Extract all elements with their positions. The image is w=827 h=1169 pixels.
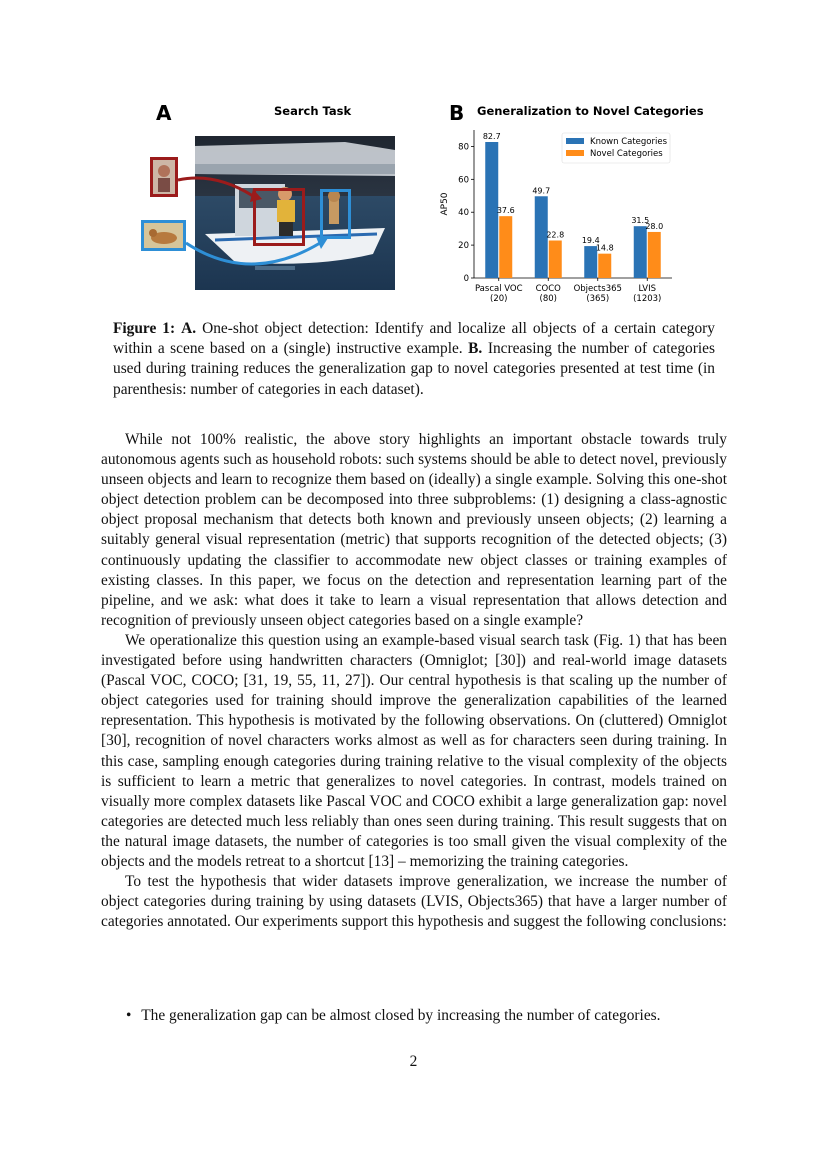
- query-arrows: [0, 0, 827, 330]
- bullet-symbol: •: [126, 1007, 132, 1024]
- paragraph: To test the hypothesis that wider datasets improve generalization, we increase the number of object categories during training by using datasets (LVIS, Objects365) that have a larger number of categories annotated. Our experiments support this hypothesis and suggest the following conclusions:: [101, 873, 727, 931]
- x-tick-label: Pascal VOC: [474, 284, 523, 294]
- paragraph: While not 100% realistic, the above story highlights an important obstacle towards truly autonomous agents such as household robots: such systems should be able to detect novel, previously unseen objects and learn to recognize them based on (ideally) a single example. Solving this one-shot object detection problem can be decomposed into three subproblems: (1) designing a class-agnostic object proposal mechanism that detects both known and previously unseen objects; (2) learning a suitably general visual representation (metric) that supports recognition of the detected objects; (3) continuously updating the classifier to accommodate new object classes or training examples of existing classes. In this paper, we focus on the detection and representation learning part of the pipeline, and we ask: what does it take to learn a visual representation that allows detection and recognition of previously unseen object categories based on a single example?: [101, 431, 727, 629]
- x-tick-label: (80): [539, 294, 557, 304]
- caption-a-text: One-shot object detection: Identify and localize all objects of a certain category within a scene based on a (single) instructive example.: [113, 320, 715, 358]
- y-tick-label: 40: [458, 208, 469, 219]
- caption-b-label: B.: [468, 340, 483, 358]
- person-arrow: [178, 178, 253, 196]
- panel-b-letter: B: [449, 101, 465, 125]
- legend-swatch: [566, 138, 584, 144]
- y-tick-label: 60: [458, 175, 469, 186]
- x-tick-label: (20): [490, 294, 508, 304]
- y-tick-label: 0: [463, 274, 469, 284]
- x-tick-label: Objects365: [573, 284, 622, 294]
- bar-value-label: 22.8: [546, 230, 565, 240]
- person-arrowhead: [250, 189, 262, 202]
- bar-known: [634, 226, 647, 278]
- legend-entry: Known Categories: [590, 137, 668, 147]
- x-tick-label: (365): [586, 294, 610, 304]
- bar-value-label: 28.0: [645, 221, 664, 231]
- bar-novel: [598, 254, 611, 278]
- bar-value-label: 19.4: [581, 236, 600, 246]
- panel-b-title: Generalization to Novel Categories: [477, 104, 704, 118]
- bar-novel: [499, 216, 512, 278]
- legend-swatch: [566, 150, 584, 156]
- body-text: [101, 430, 727, 932]
- bullet-text: The generalization gap can be almost closed by increasing the number of categories.: [141, 1007, 661, 1024]
- caption-a-label: A.: [181, 320, 197, 337]
- bar-value-label: 49.7: [532, 186, 551, 196]
- x-tick-label: LVIS: [638, 284, 657, 294]
- bar-value-label: 37.6: [496, 206, 515, 216]
- x-tick-label: COCO: [535, 284, 561, 294]
- dog-arrow: [186, 243, 320, 264]
- bar-value-label: 31.5: [631, 216, 650, 226]
- figure-caption: [113, 319, 715, 400]
- panel-a-letter: A: [156, 101, 172, 125]
- caption-b-text: Increasing the number of categories used during training reduces the generalization gap to novel categories presented at test time (in parenthesis: number of categories in each dataset).: [113, 340, 715, 398]
- y-axis-label: AP50: [440, 192, 450, 216]
- bar-value-label: 14.8: [595, 243, 614, 253]
- bar-novel: [549, 241, 562, 278]
- y-tick-label: 80: [458, 142, 469, 153]
- generalization-bar-chart: [436, 124, 686, 309]
- paragraph: We operationalize this question using an example-based visual search task (Fig. 1) that has been investigated before using handwritten characters (Omniglot; [30]) and real-world image datasets (Pascal VOC, COCO; [31, 19, 55, 11, 27]). Our central hypothesis is that scaling up the number of object categories used for training should improve the generalization capabilities of the learned representation. This hypothesis is motivated by the following observations. On (cluttered) Omniglot [30], recognition of novel characters works almost as well as for characters seen during training. In this case, sampling enough categories during training relative to the visual complexity of the objects is sufficient to learn a metric that generalizes to novel categories. In contrast, models trained on visually more complex datasets like Pascal VOC and COCO exhibit a large generalization gap: novel categories are detected much less reliably than ones seen during training. This result suggests that on the natural image datasets, the number of categories is too small given the visual complexity of the objects and the models retreat to a shortcut [13] – memorizing the training categories.: [101, 631, 727, 870]
- legend-entry: Novel Categories: [590, 149, 663, 159]
- y-tick-label: 20: [458, 241, 469, 252]
- bullet-item: [126, 1006, 726, 1026]
- panel-a-title: Search Task: [274, 104, 352, 118]
- bar-value-label: 82.7: [482, 132, 501, 142]
- bar-novel: [648, 232, 661, 278]
- page-number: 2: [409, 1053, 418, 1070]
- x-tick-label: (1203): [633, 294, 662, 304]
- caption-label: Figure 1:: [113, 320, 176, 337]
